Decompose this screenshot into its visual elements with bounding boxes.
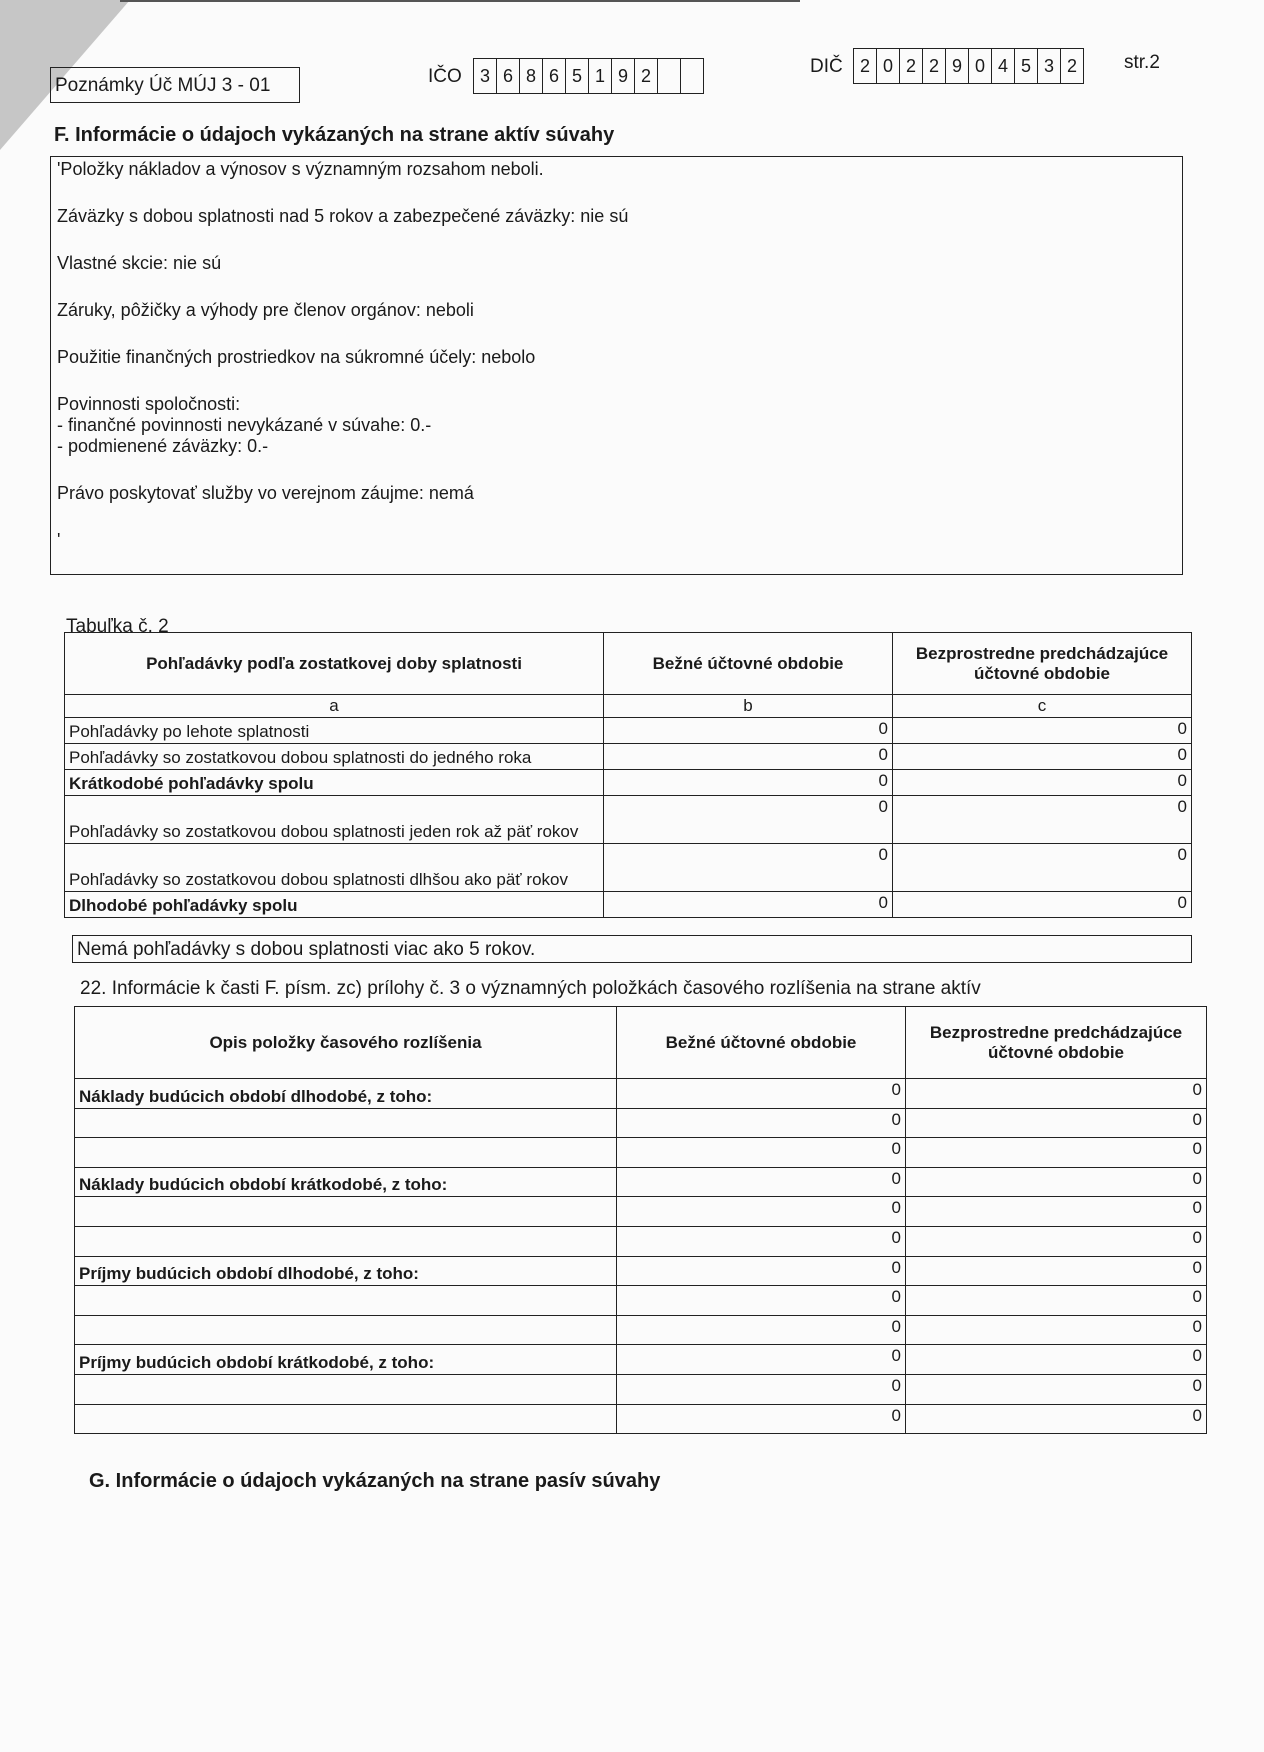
- row-label: [75, 1108, 617, 1138]
- col-header: Bezprostredne predchádzajúce účtovné obdobie: [893, 633, 1192, 695]
- current-period-value: 0: [617, 1404, 906, 1434]
- table-row: [65, 844, 1192, 892]
- note-line: Použitie finančných prostriedkov na súkromné účely: nebolo: [57, 347, 536, 367]
- table-row: [65, 892, 1192, 918]
- col-header: Bezprostredne predchádzajúce účtovné obdobie: [906, 1007, 1207, 1079]
- previous-period-value: 0: [906, 1167, 1207, 1197]
- digit-cell: 5: [1015, 49, 1038, 83]
- row-label: Pohľadávky so zostatkovou dobou splatnosti dlhšou ako päť rokov: [65, 844, 604, 892]
- digit-cell: 3: [1038, 49, 1061, 83]
- table-row: [65, 796, 1192, 844]
- row-label: Pohľadávky so zostatkovou dobou splatnosti jeden rok až päť rokov: [65, 796, 604, 844]
- previous-period-value: 0: [906, 1226, 1207, 1256]
- previous-period-value: 0: [906, 1345, 1207, 1375]
- table-row: [75, 1286, 1207, 1316]
- dic-digits: [853, 48, 1084, 84]
- receivables-table: [64, 632, 1192, 918]
- table-row: [65, 718, 1192, 744]
- current-period-value: 0: [617, 1256, 906, 1286]
- table-row: [75, 1404, 1207, 1434]
- current-period-value: 0: [604, 718, 893, 744]
- table-row: [65, 770, 1192, 796]
- col-letter: c: [893, 695, 1192, 718]
- note-line: - podmienené záväzky: 0.-: [57, 436, 269, 456]
- current-period-value: 0: [617, 1108, 906, 1138]
- accruals-table: [74, 1006, 1207, 1434]
- digit-cell: 2: [900, 49, 923, 83]
- row-label: [75, 1226, 617, 1256]
- digit-cell: 2: [854, 49, 877, 83]
- table-row: [75, 1079, 1207, 1109]
- table-row: [65, 744, 1192, 770]
- digit-cell: 6: [543, 59, 566, 93]
- digit-cell: 1: [589, 59, 612, 93]
- current-period-value: 0: [604, 892, 893, 918]
- table-row: [75, 1345, 1207, 1375]
- previous-period-value: 0: [906, 1108, 1207, 1138]
- table-row: [75, 1315, 1207, 1345]
- previous-period-value: 0: [906, 1197, 1207, 1227]
- note-line: Záruky, pôžičky a výhody pre členov orgánov: neboli: [57, 300, 474, 320]
- previous-period-value: 0: [893, 796, 1192, 844]
- previous-period-value: 0: [893, 744, 1192, 770]
- current-period-value: 0: [617, 1286, 906, 1316]
- current-period-value: 0: [617, 1226, 906, 1256]
- previous-period-value: 0: [906, 1079, 1207, 1109]
- current-period-value: 0: [604, 744, 893, 770]
- previous-period-value: 0: [893, 844, 1192, 892]
- row-label: [75, 1404, 617, 1434]
- section-f-title: F. Informácie o údajoch vykázaných na strane aktív súvahy: [54, 124, 615, 146]
- table22-caption: 22. Informácie k časti F. písm. zc) prílohy č. 3 o významných položkách časového rozlíšenia na strane aktív: [80, 978, 981, 999]
- col-header: Opis položky časového rozlíšenia: [75, 1007, 617, 1079]
- row-label: [75, 1197, 617, 1227]
- note-line: ': [57, 530, 61, 550]
- row-label: Pohľadávky so zostatkovou dobou splatnosti do jedného roka: [65, 744, 604, 770]
- note-line: Právo poskytovať služby vo verejnom záujme: nemá: [57, 483, 474, 503]
- digit-cell: 3: [474, 59, 497, 93]
- table-row: [75, 1374, 1207, 1404]
- digit-cell: 5: [566, 59, 589, 93]
- digit-cell: 4: [992, 49, 1015, 83]
- row-label: Dlhodobé pohľadávky spolu: [65, 892, 604, 918]
- section-g-title: G. Informácie o údajoch vykázaných na strane pasív súvahy: [89, 1470, 661, 1492]
- row-label: [75, 1315, 617, 1345]
- digit-cell: 8: [520, 59, 543, 93]
- previous-period-value: 0: [893, 718, 1192, 744]
- col-letter: b: [604, 695, 893, 718]
- row-label: Príjmy budúcich období dlhodobé, z toho:: [75, 1256, 617, 1286]
- current-period-value: 0: [617, 1315, 906, 1345]
- row-label: Krátkodobé pohľadávky spolu: [65, 770, 604, 796]
- previous-period-value: 0: [906, 1138, 1207, 1168]
- row-label: Príjmy budúcich období krátkodobé, z toho:: [75, 1345, 617, 1375]
- page-number: str.2: [1124, 52, 1160, 73]
- table-row: [75, 1256, 1207, 1286]
- form-label: Poznámky Úč MÚJ 3 - 01: [50, 67, 300, 103]
- current-period-value: 0: [617, 1079, 906, 1109]
- current-period-value: 0: [617, 1345, 906, 1375]
- digit-cell: [658, 59, 681, 93]
- previous-period-value: 0: [906, 1404, 1207, 1434]
- note-line: Vlastné skcie: nie sú: [57, 253, 222, 273]
- row-label: Náklady budúcich období dlhodobé, z toho:: [75, 1079, 617, 1109]
- note-line: Záväzky s dobou splatnosti nad 5 rokov a zabezpečené záväzky: nie sú: [57, 206, 629, 226]
- table2-caption: Tabuľka č. 2: [66, 616, 169, 637]
- digit-cell: 2: [1066, 55, 1077, 76]
- table-row: [75, 1138, 1207, 1168]
- previous-period-value: 0: [906, 1315, 1207, 1345]
- table-row: [75, 1226, 1207, 1256]
- row-label: [75, 1286, 617, 1316]
- digit-cell: 0: [969, 49, 992, 83]
- row-label: Náklady budúcich období krátkodobé, z toho:: [75, 1167, 617, 1197]
- row-label: [75, 1374, 617, 1404]
- previous-period-value: 0: [906, 1374, 1207, 1404]
- note-line: - finančné povinnosti nevykázané v súvahe: 0.-: [57, 415, 432, 435]
- top-edge-line: [120, 0, 800, 2]
- digit-cell: 6: [497, 59, 520, 93]
- row-label: Pohľadávky po lehote splatnosti: [65, 718, 604, 744]
- col-header: Bežné účtovné obdobie: [617, 1007, 906, 1079]
- previous-period-value: 0: [893, 770, 1192, 796]
- previous-period-value: 0: [906, 1286, 1207, 1316]
- section-f-notes: [50, 156, 1183, 575]
- digit-cell: 2: [635, 59, 658, 93]
- previous-period-value: 0: [893, 892, 1192, 918]
- digit-cell: 0: [877, 49, 900, 83]
- current-period-value: 0: [617, 1138, 906, 1168]
- current-period-value: 0: [617, 1167, 906, 1197]
- current-period-value: 0: [617, 1374, 906, 1404]
- digit-cell: [681, 59, 703, 93]
- dic-label: DIČ: [810, 56, 843, 77]
- note-line: 'Položky nákladov a výnosov s významným rozsahom neboli.: [57, 159, 544, 179]
- note-line: Povinnosti spoločnosti:: [57, 394, 241, 414]
- current-period-value: 0: [604, 770, 893, 796]
- digit-cell: 9: [612, 59, 635, 93]
- row-label: [75, 1138, 617, 1168]
- digit-cell: 9: [946, 49, 969, 83]
- receivables-note: Nemá pohľadávky s dobou splatnosti viac ako 5 rokov.: [72, 935, 1192, 963]
- col-header: Pohľadávky podľa zostatkovej doby splatnosti: [65, 633, 604, 695]
- table-row: [75, 1108, 1207, 1138]
- col-header: Bežné účtovné obdobie: [604, 633, 893, 695]
- digit-cell: 2: [923, 49, 946, 83]
- current-period-value: 0: [604, 844, 893, 892]
- ico-label: IČO: [428, 66, 462, 87]
- current-period-value: 0: [604, 796, 893, 844]
- previous-period-value: 0: [906, 1256, 1207, 1286]
- table-row: [75, 1167, 1207, 1197]
- table-row: [75, 1197, 1207, 1227]
- current-period-value: 0: [617, 1197, 906, 1227]
- ico-digits: [473, 58, 704, 94]
- col-letter: a: [65, 695, 604, 718]
